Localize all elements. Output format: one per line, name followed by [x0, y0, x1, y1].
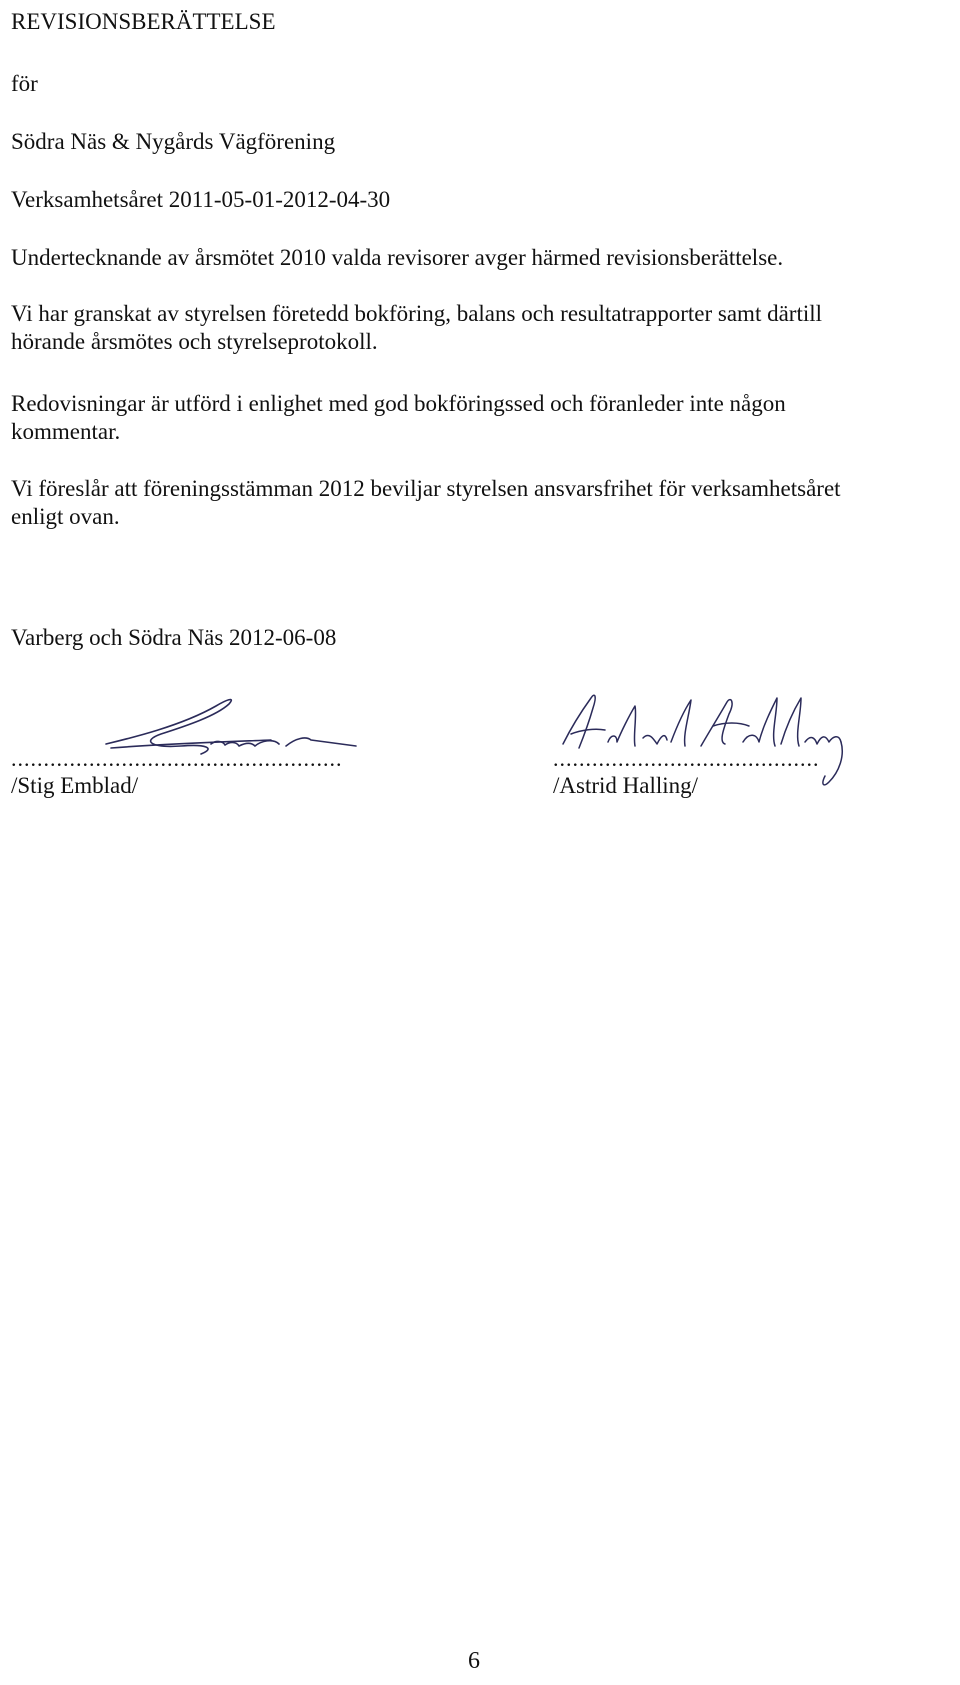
paragraph-review-line-2: hörande årsmötes och styrelseprotokoll. [11, 329, 378, 354]
paragraph-review-line-1: Vi har granskat av styrelsen företedd bokföring, balans och resultatrapporter samt därtill [11, 301, 823, 326]
document-title: REVISIONSBERÄTTELSE [11, 9, 276, 34]
signature-block-right [553, 686, 933, 796]
signatory-name-right: /Astrid Halling/ [553, 773, 699, 798]
paragraph-discharge-line-2: enligt ovan. [11, 504, 120, 529]
paragraph-discharge-line-1: Vi föreslår att föreningsstämman 2012 beviljar styrelsen ansvarsfrihet för verksamhetsåret [11, 476, 841, 501]
signature-line-right: ......................................... [553, 746, 820, 771]
place-date: Varberg och Södra Näs 2012-06-08 [11, 625, 337, 650]
signature-block-left [11, 686, 451, 796]
paragraph-accounts [11, 390, 946, 446]
paragraph-accounts-line-2: kommentar. [11, 419, 121, 444]
intro-text: Undertecknande av årsmötet 2010 valda revisorer avger härmed revisionsberättelse. [11, 245, 784, 270]
page-number: 6 [468, 1648, 480, 1674]
paragraph-review [11, 300, 946, 356]
for-label: för [11, 71, 38, 96]
fiscal-year: Verksamhetsåret 2011-05-01-2012-04-30 [11, 187, 391, 212]
signatory-name-left: /Stig Emblad/ [11, 773, 139, 798]
paragraph-accounts-line-1: Redovisningar är utförd i enlighet med god bokföringssed och föranleder inte någon [11, 391, 786, 416]
signature-line-left: ................................................... [11, 746, 343, 771]
paragraph-discharge [11, 475, 946, 531]
organization-name: Södra Näs & Nygårds Vägförening [11, 129, 336, 154]
